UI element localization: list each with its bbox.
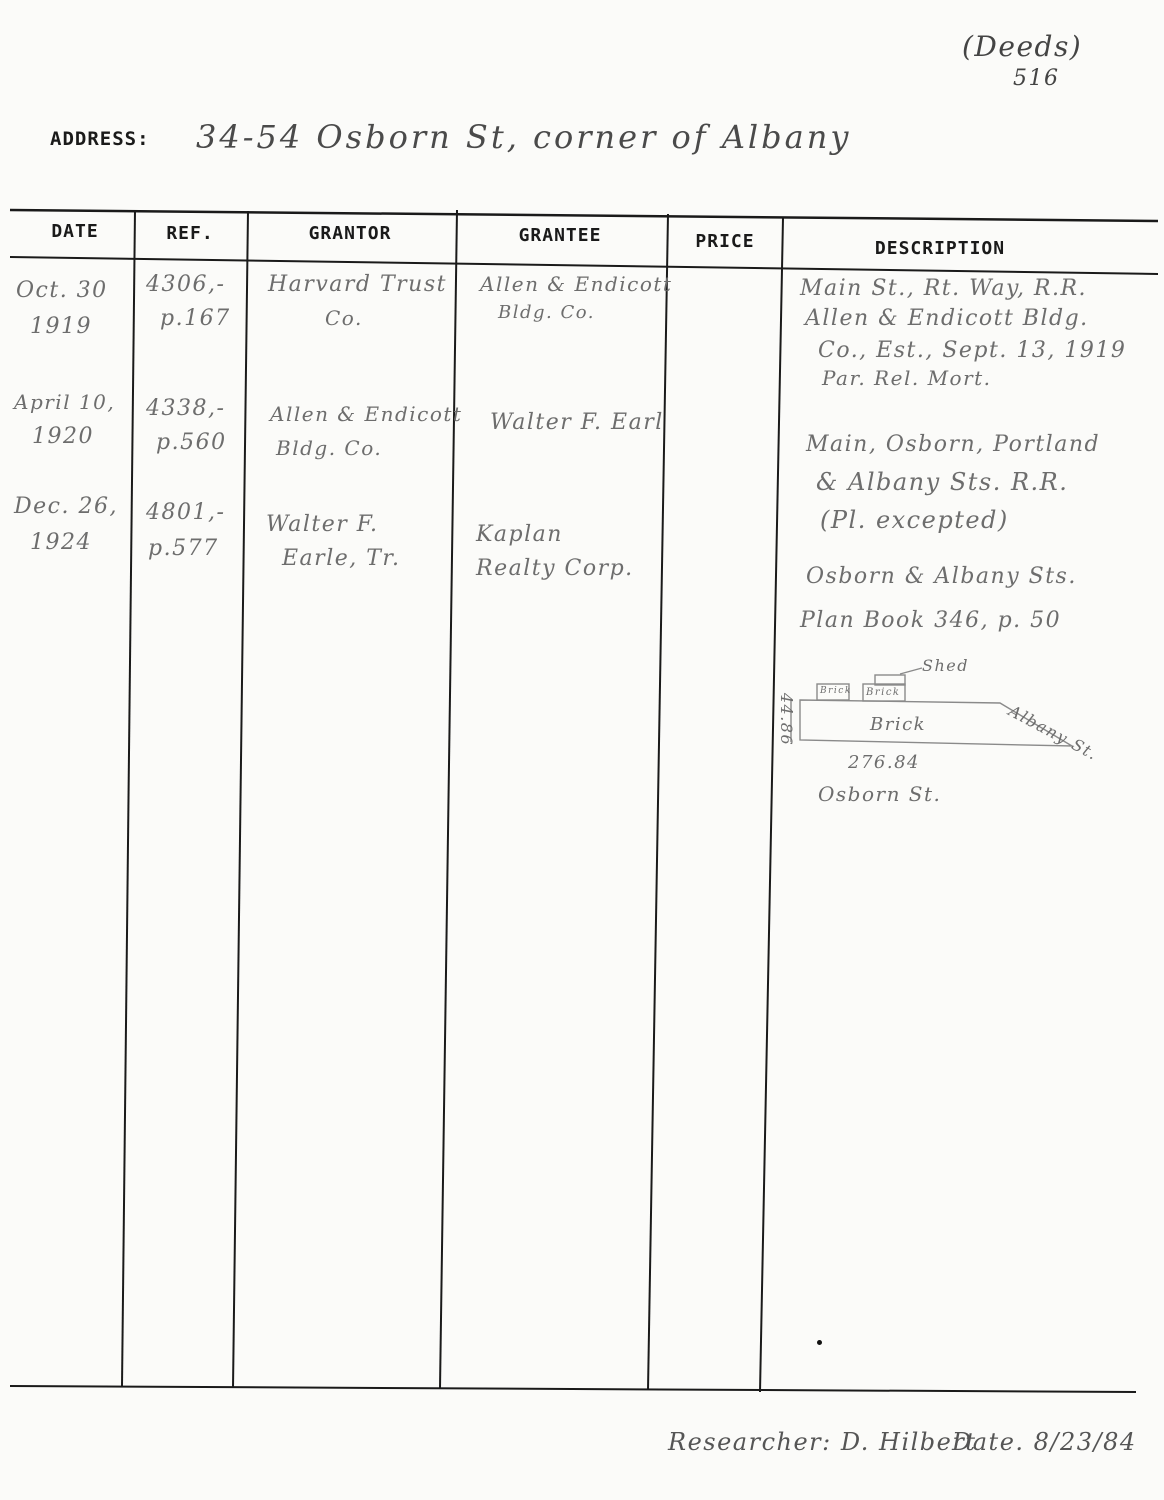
ink-dot — [817, 1340, 822, 1345]
row-1-grantee-line-2: Bldg. Co. — [498, 302, 595, 323]
row-3-ref-line-1: 4801,- — [146, 500, 226, 525]
row-3-date-line-1: Dec. 26, — [14, 494, 118, 519]
row-3-grantor-line-1: Walter F. — [266, 512, 379, 537]
row-3-grantee-line-1: Kaplan — [476, 522, 563, 547]
column-header-grantor: GRANTOR — [308, 223, 392, 244]
sketch-side-dimension: 44.86 — [777, 692, 797, 747]
address-label: ADDRESS: — [50, 128, 150, 150]
row-2-grantor-line-2: Bldg. Co. — [276, 436, 383, 460]
row-3-grantee-line-2: Realty Corp. — [476, 556, 634, 581]
row-2-description-line-1: Main, Osborn, Portland — [806, 432, 1101, 457]
researcher-signature: Researcher: D. Hilbert — [668, 1428, 977, 1456]
row-2-grantor-line-1: Allen & Endicott — [270, 402, 463, 426]
address-value: 34-54 Osborn St, corner of Albany — [196, 118, 852, 156]
sketch-small-brick-label-1: Brick — [820, 686, 852, 696]
row-1-grantor-line-1: Harvard Trust — [268, 272, 447, 297]
row-3-ref-line-2: p.577 — [148, 536, 219, 561]
row-1-ref-line-2: p.167 — [160, 306, 231, 331]
research-date: Date. 8/23/84 — [952, 1428, 1137, 1456]
column-header-date: DATE — [51, 221, 99, 242]
row-2-ref-line-2: p.560 — [156, 430, 227, 455]
row-3-description-line-2: Plan Book 346, p. 50 — [800, 608, 1062, 633]
row-2-description-line-3: (Pl. excepted) — [820, 506, 1009, 534]
row-2-grantee-line-1: Walter F. Earl — [490, 410, 664, 435]
sketch-shed-label: Shed — [922, 656, 969, 675]
shed-pointer — [900, 668, 922, 674]
sketch-small-brick-label-2: Brick — [866, 687, 901, 698]
row-1-date-line-2: 1919 — [30, 314, 92, 339]
column-header-ref: REF. — [166, 223, 214, 244]
row-3-grantor-line-2: Earle, Tr. — [282, 546, 401, 571]
row-3-description-line-1: Osborn & Albany Sts. — [806, 564, 1077, 589]
sketch-main-brick-label: Brick — [870, 714, 927, 735]
column-header-price: PRICE — [695, 231, 755, 252]
row-1-ref-line-1: 4306,- — [146, 272, 226, 297]
row-1-description-line-1: Main St., Rt. Way, R.R. — [800, 276, 1088, 301]
row-2-date-line-1: April 10, — [14, 390, 116, 414]
row-1-description-line-4: Par. Rel. Mort. — [822, 366, 992, 390]
sketch-street-front-label: Osborn St. — [818, 782, 942, 806]
row-1-grantor-line-2: Co. — [325, 306, 363, 330]
sketch-street-side-label: Albany St. — [1005, 701, 1102, 765]
column-header-grantee: GRANTEE — [518, 225, 602, 246]
column-header-description: DESCRIPTION — [874, 238, 1006, 259]
row-1-description-line-2: Allen & Endicott Bldg. — [805, 306, 1089, 331]
sheet-number: 516 — [1013, 66, 1060, 91]
deeds-stamp: (Deeds) — [962, 30, 1083, 63]
row-1-grantee-line-1: Allen & Endicott — [480, 272, 673, 296]
row-2-description-line-2: & Albany Sts. R.R. — [816, 468, 1069, 496]
row-2-ref-line-1: 4338,- — [146, 396, 226, 421]
row-2-date-line-2: 1920 — [32, 424, 94, 449]
sketch-front-dimension: 276.84 — [848, 752, 920, 773]
row-3-date-line-2: 1924 — [30, 530, 92, 555]
row-1-date-line-1: Oct. 30 — [16, 278, 108, 303]
row-1-description-line-3: Co., Est., Sept. 13, 1919 — [818, 338, 1127, 363]
